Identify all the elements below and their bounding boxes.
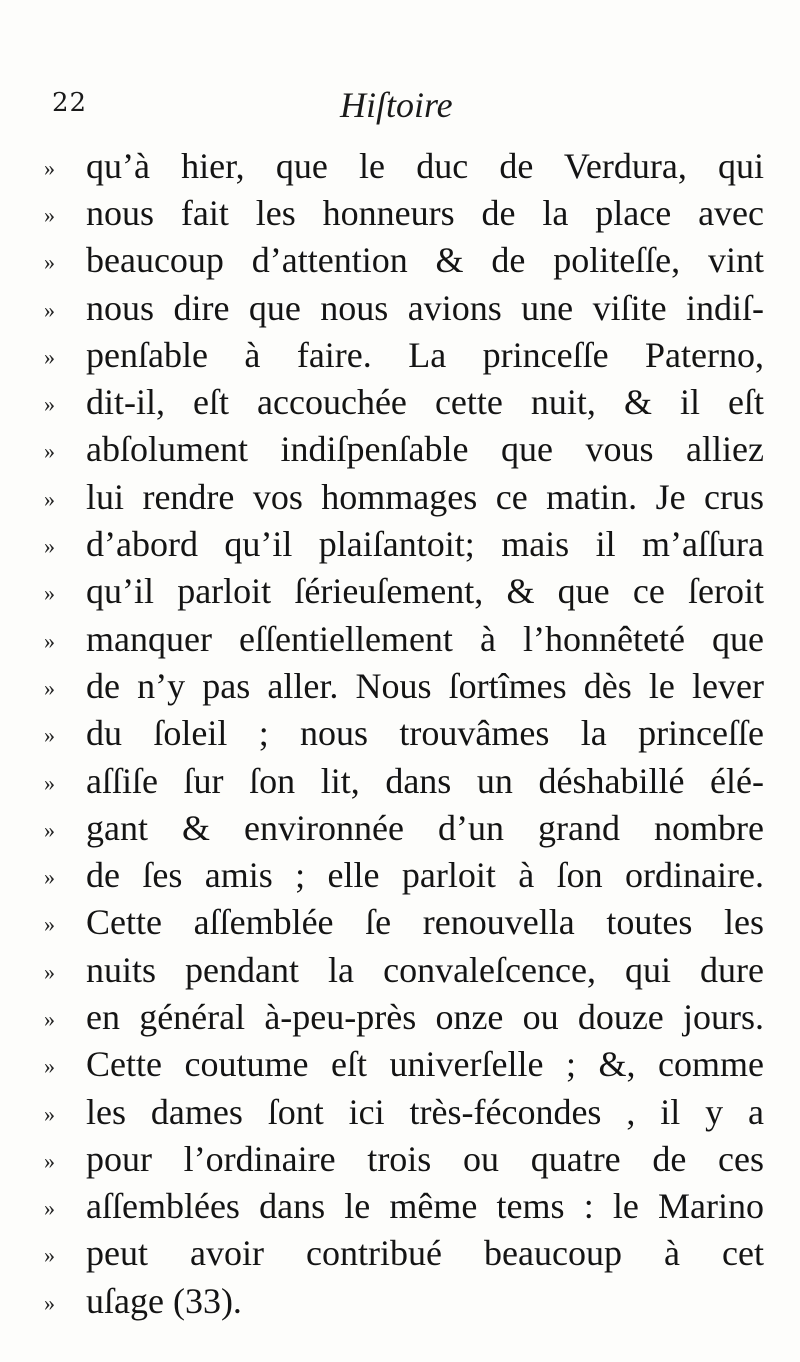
- text-line: [44, 757, 764, 804]
- line-text: nuits pendant la convaleſcence, qui dure: [86, 949, 764, 990]
- quote-mark: »: [44, 202, 55, 228]
- line-text: beaucoup d’attention & de politeſſe, vint: [86, 240, 764, 281]
- line-text: de ſes amis ; elle parloit à ſon ordinaire.: [86, 855, 764, 896]
- line-text: peut avoir contribué beaucoup à cet: [86, 1233, 764, 1274]
- text-line: [44, 426, 764, 473]
- quote-mark: »: [44, 959, 55, 985]
- quote-mark: »: [44, 1053, 55, 1079]
- text-line: [44, 899, 764, 946]
- line-text: penſable à faire. La princeſſe Paterno,: [86, 334, 764, 375]
- line-text: pour l’ordinaire trois ou quatre de ces: [86, 1138, 764, 1179]
- text-line: [44, 189, 764, 236]
- line-text: qu’il parloit ſérieuſement, & que ce ſeroit: [86, 571, 764, 612]
- running-title: Hiſtoire: [340, 85, 453, 125]
- quote-mark: »: [44, 1290, 55, 1316]
- line-text: abſolument indiſpenſable que vous alliez: [86, 429, 764, 470]
- line-text: manquer eſſentiellement à l’honnêteté que: [86, 618, 764, 659]
- body-text: [44, 142, 764, 1324]
- line-text: Cette coutume eſt univerſelle ; &, comme: [86, 1044, 764, 1085]
- text-line: [44, 520, 764, 567]
- text-line: [44, 331, 764, 378]
- line-text: uſage (33).: [86, 1280, 242, 1321]
- line-text: aſſiſe ſur ſon lit, dans un déshabillé élé-: [86, 760, 764, 801]
- quote-mark: »: [44, 1195, 55, 1221]
- line-text: gant & environnée d’un grand nombre: [86, 807, 764, 848]
- page-number: 22: [52, 88, 88, 118]
- quote-mark: »: [44, 864, 55, 890]
- quote-mark: »: [44, 155, 55, 181]
- text-line: [44, 1088, 764, 1135]
- line-text: dit-il, eſt accouchée cette nuit, & il eſt: [86, 382, 764, 423]
- line-text: les dames ſont ici très-fécondes , il y a: [86, 1091, 764, 1132]
- quote-mark: »: [44, 911, 55, 937]
- line-text: d’abord qu’il plaiſantoit; mais il m’aſſura: [86, 524, 764, 565]
- line-text: de n’y pas aller. Nous ſortîmes dès le lever: [86, 665, 764, 706]
- quote-mark: »: [44, 628, 55, 654]
- text-line: [44, 1135, 764, 1182]
- text-line: [44, 142, 764, 189]
- quote-mark: »: [44, 439, 55, 465]
- text-line: [44, 662, 764, 709]
- quote-mark: »: [44, 675, 55, 701]
- quote-mark: »: [44, 580, 55, 606]
- page-header: [0, 85, 800, 128]
- quote-mark: »: [44, 533, 55, 559]
- text-line: [44, 804, 764, 851]
- line-text: qu’à hier, que le duc de Verdura, qui: [86, 145, 764, 186]
- text-line: [44, 1230, 764, 1277]
- text-line: [44, 615, 764, 662]
- text-line: [44, 851, 764, 898]
- text-line: [44, 1277, 764, 1324]
- text-line: [44, 1041, 764, 1088]
- quote-mark: »: [44, 1006, 55, 1032]
- text-line: [44, 473, 764, 520]
- quote-mark: »: [44, 1101, 55, 1127]
- quote-mark: »: [44, 1148, 55, 1174]
- text-line: [44, 946, 764, 993]
- quote-mark: »: [44, 722, 55, 748]
- line-text: en général à-peu-près onze ou douze jours.: [86, 996, 764, 1037]
- quote-mark: »: [44, 770, 55, 796]
- quote-mark: »: [44, 817, 55, 843]
- text-line: [44, 1183, 764, 1230]
- quote-mark: »: [44, 391, 55, 417]
- line-text: aſſemblées dans le même tems : le Marino: [86, 1186, 764, 1227]
- line-text: Cette aſſemblée ſe renouvella toutes les: [86, 902, 764, 943]
- line-text: nous fait les honneurs de la place avec: [86, 192, 764, 233]
- text-line: [44, 710, 764, 757]
- text-line: [44, 993, 764, 1040]
- quote-mark: »: [44, 249, 55, 275]
- text-line: [44, 237, 764, 284]
- line-text: nous dire que nous avions une viſite indiſ-: [86, 287, 764, 328]
- quote-mark: »: [44, 486, 55, 512]
- line-text: du ſoleil ; nous trouvâmes la princeſſe: [86, 713, 764, 754]
- text-line: [44, 284, 764, 331]
- quote-mark: »: [44, 344, 55, 370]
- quote-mark: »: [44, 297, 55, 323]
- text-line: [44, 378, 764, 425]
- line-text: lui rendre vos hommages ce matin. Je crus: [86, 476, 764, 517]
- quote-mark: »: [44, 1243, 55, 1269]
- text-line: [44, 568, 764, 615]
